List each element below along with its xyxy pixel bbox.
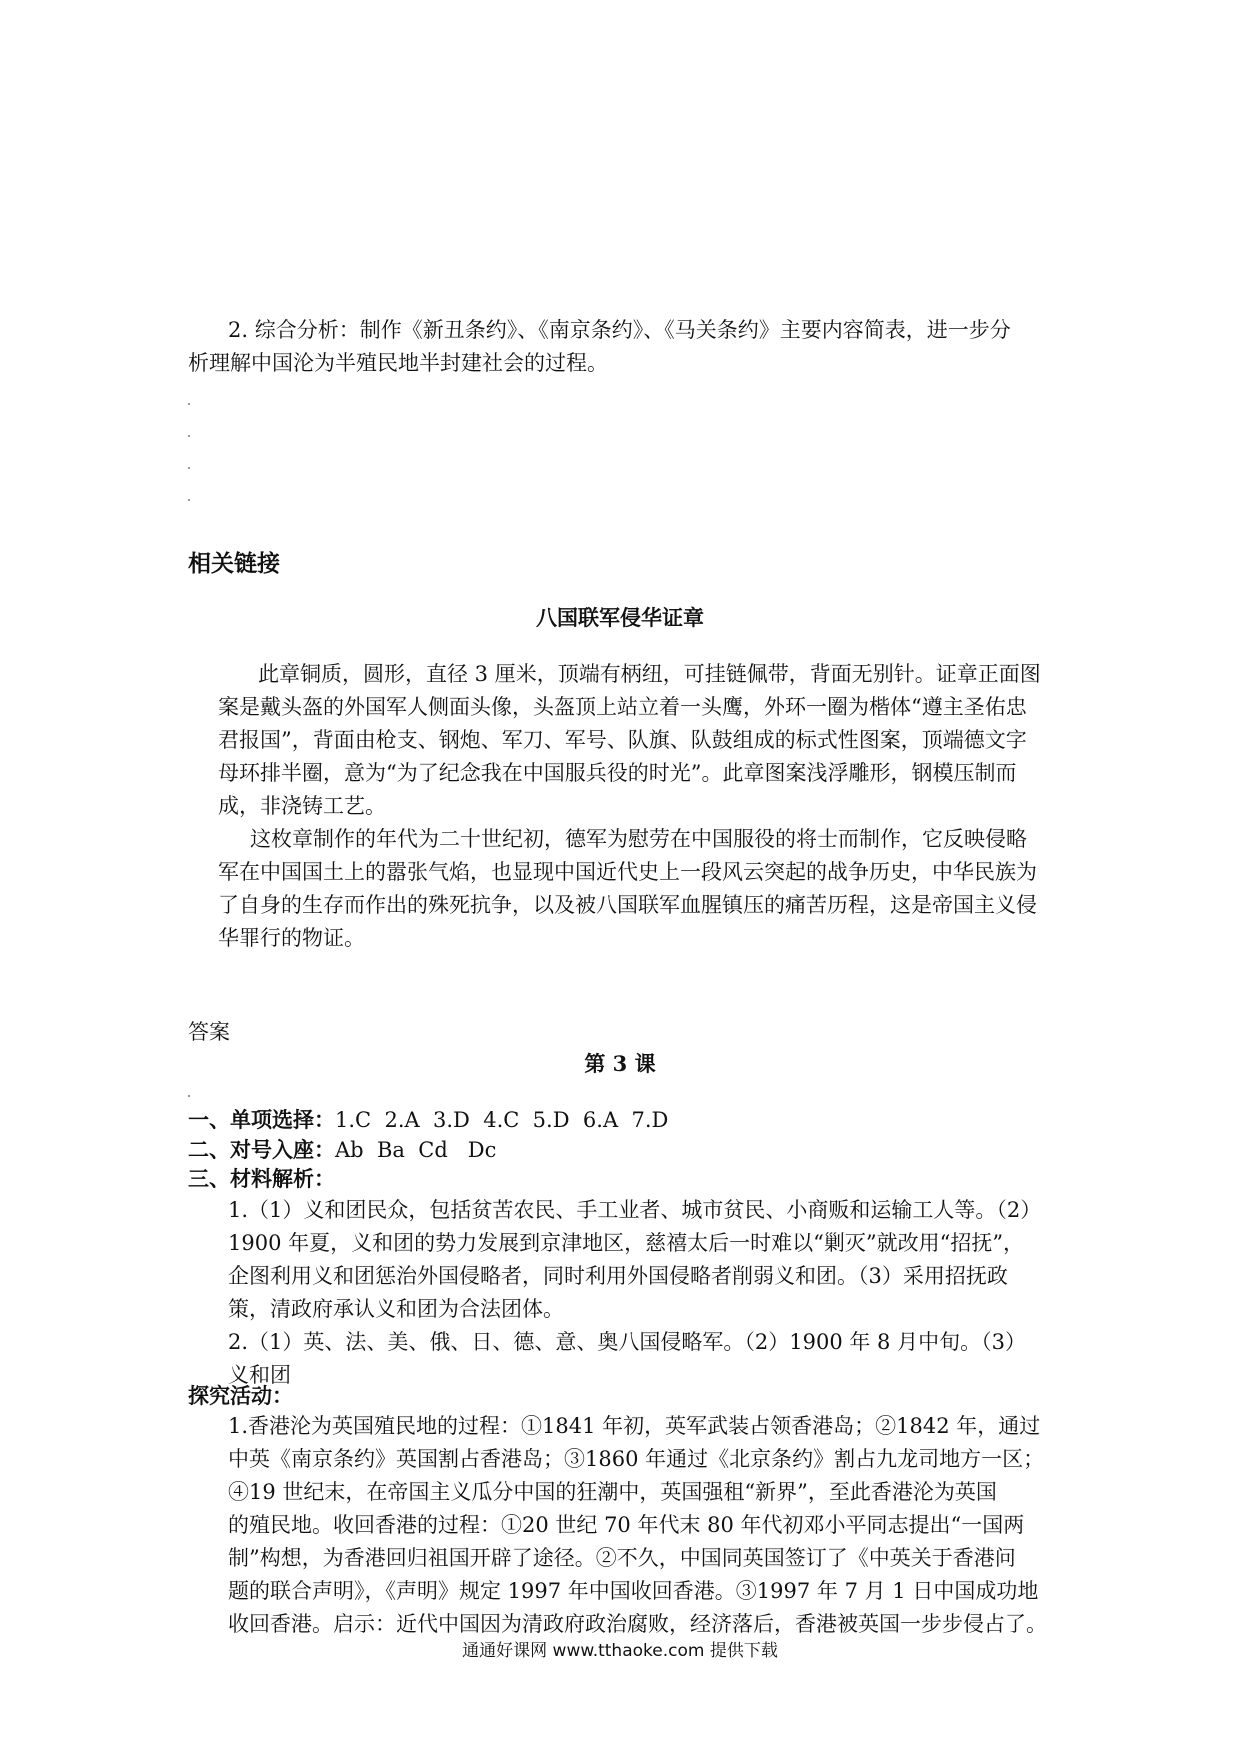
article-para2-line: 华罪行的物证。 [218, 926, 365, 950]
answers-label: 答案 [188, 1020, 230, 1044]
single-choice-items: 1.C 2.A 3.D 4.C 5.D 6.A 7.D [335, 1108, 669, 1132]
margin-mark [188, 1095, 190, 1097]
inquiry-line: 收回香港。启示：近代中国因为清政府政治腐败，经济落后，香港被英国一步步侵占了。 [228, 1612, 1047, 1636]
inquiry-line: 1.香港沦为英国殖民地的过程：①1841 年初，英军武装占领香港岛；②1842 年，通过 [228, 1414, 1041, 1438]
margin-mark [188, 403, 190, 405]
lesson-title: 第 3 课 [584, 1051, 656, 1076]
article-title: 八国联军侵华证章 [536, 605, 704, 630]
inquiry-line: 中英《南京条约》英国割占香港岛；③1860 年通过《北京条约》割占九龙司地方一区； [228, 1447, 1045, 1471]
article-para1-line: 君报国”，背面由枪支、钢炮、军刀、军号、队旗、队鼓组成的标式性图案，顶端德文字 [218, 728, 1027, 752]
material-label: 三、材料解析： [188, 1167, 335, 1191]
single-choice-label: 一、单项选择： [188, 1108, 335, 1132]
material-q1-line: 1.（1）义和团民众，包括贫苦农民、手工业者、城市贫民、小商贩和运输工人等。（2） [228, 1198, 1042, 1222]
margin-mark [188, 435, 190, 437]
article-para1-line: 成，非浇铸工艺。 [218, 794, 386, 818]
question-2-line-1: 2. 综合分析：制作《新丑条约》、《南京条约》、《马关条约》主要内容简表，进一步分 [228, 318, 1011, 342]
inquiry-line: ④19 世纪末，在帝国主义瓜分中国的狂潮中，英国强租“新界”，至此香港沦为英国 [228, 1480, 997, 1504]
inquiry-line: 题的联合声明》，《声明》规定 1997 年中国收回香港。③1997 年 7 月 1 日中国成功地 [228, 1579, 1039, 1603]
answer-single-choice [188, 1104, 668, 1137]
material-q2-line: 义和团 [228, 1363, 291, 1387]
matching-label: 二、对号入座： [188, 1138, 335, 1162]
inquiry-label: 探究活动： [188, 1384, 293, 1408]
related-heading: 相关链接 [188, 551, 280, 577]
matching-items: Ab Ba Cd Dc [335, 1138, 497, 1162]
question-2 [188, 314, 1068, 380]
page-footer: 通通好课网 www.tthaoke.com 提供下载 [462, 1641, 778, 1661]
article-para1-line: 此章铜质，圆形，直径 3 厘米，顶端有柄纽，可挂链佩带，背面无别针。证章正面图 [258, 662, 1041, 686]
inquiry-line: 制”构想，为香港回归祖国开辟了途径。②不久，中国同英国签订了《中英关于香港问 [228, 1546, 1016, 1570]
inquiry-line: 的殖民地。收回香港的过程：①20 世纪 70 年代末 80 年代初邓小平同志提出“一国两 [228, 1513, 1025, 1537]
article-para1-line: 案是戴头盔的外国军人侧面头像，头盔顶上站立着一头鹰，外环一圈为楷体“遵主圣佑忠 [218, 695, 1027, 719]
material-q1-line: 策，清政府承认义和团为合法团体。 [228, 1297, 564, 1321]
margin-mark [188, 499, 190, 501]
margin-mark [188, 467, 190, 469]
material-q1-line: 企图利用义和团惩治外国侵略者，同时利用外国侵略者削弱义和团。（3）采用招抚政 [228, 1264, 1008, 1288]
material-q1-line: 1900 年夏，义和团的势力发展到京津地区，慈禧太后一时难以“剿灭”就改用“招抚”， [228, 1231, 1025, 1255]
inquiry-answers [228, 1410, 1068, 1641]
article-para2-line: 军在中国国土上的嚣张气焰，也显现中国近代史上一段风云突起的战争历史，中华民族为 [218, 860, 1037, 884]
article-para1-line: 母环排半圈，意为“为了纪念我在中国服兵役的时光”。此章图案浅浮雕形，钢模压制而 [218, 761, 1017, 785]
material-q2-line: 2.（1）英、法、美、俄、日、德、意、奥八国侵略军。（2）1900 年 8 月中旬。（3） [228, 1330, 1026, 1354]
material-answers [228, 1194, 1068, 1392]
article-para2-line: 这枚章制作的年代为二十世纪初，德军为慰劳在中国服役的将士而制作，它反映侵略 [250, 827, 1027, 851]
article-para2-line: 了自身的生存而作出的殊死抗争，以及被八国联军血腥镇压的痛苦历程，这是帝国主义侵 [218, 893, 1037, 917]
article-body [218, 658, 1068, 955]
question-2-line-2: 析理解中国沦为半殖民地半封建社会的过程。 [188, 351, 608, 375]
